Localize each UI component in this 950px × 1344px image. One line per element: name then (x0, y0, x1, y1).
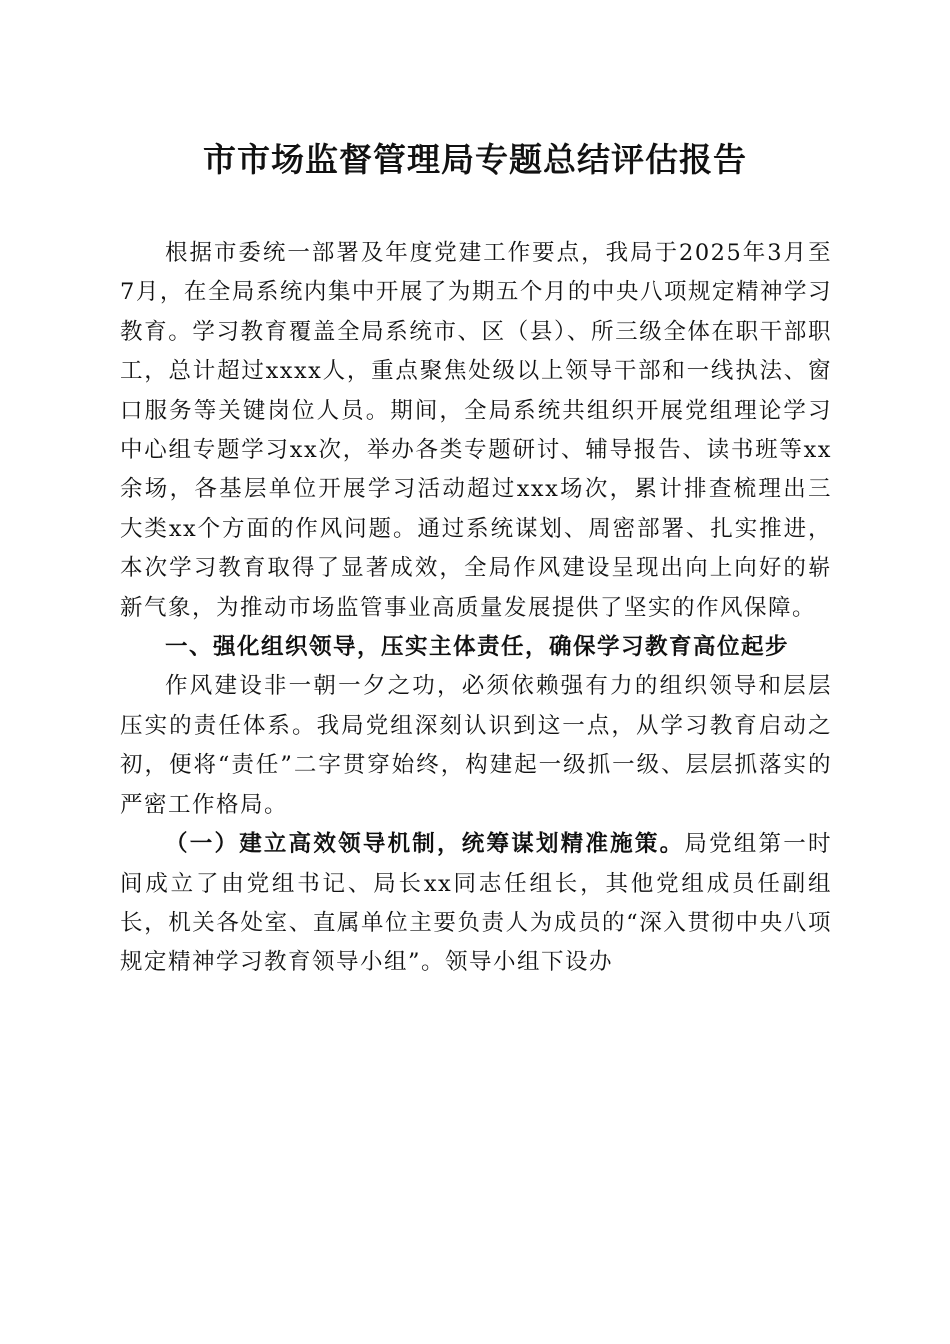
document-title: 市市场监督管理局专题总结评估报告 (203, 140, 747, 179)
subsection-1-text: 局党组第一时间成立了由党组书记、局长xx同志任组长，其他党组成员任副组长，机关各处室、直属单位主要负责人为成员的“深入贯彻中央八项规定精神学习教育领导小组”。领导小组下设办 (120, 831, 832, 976)
subsection-1-heading: （一）建立高效领导机制，统筹谋划精准施策。 (165, 831, 685, 858)
section-1-paragraph: 作风建设非一朝一夕之功，必须依赖强有力的组织领导和层层压实的责任体系。我局党组深刻认识到这一点，从学习教育启动之初，便将“责任”二字贯穿始终，构建起一级抓一级、层层抓落实的严密工作格局。 (120, 673, 832, 818)
intro-paragraph: 根据市委统一部署及年度党建工作要点，我局于2025年3月至7月，在全局系统内集中开展了为期五个月的中央八项规定精神学习教育。学习教育覆盖全局系统市、区（县）、所三级全体在职干部职工，总计超过xxxx人，重点聚焦处级以上领导干部和一线执法、窗口服务等关键岗位人员。期间，全局系统共组织开展党组理论学习中心组专题学习xx次，举办各类专题研讨、辅导报告、读书班等xx余场，各基层单位开展学习活动超过xxx场次，累计排查梳理出三大类xx个方面的作风问题。通过系统谋划、周密部署、扎实推进，本次学习教育取得了显著成效，全局作风建设呈现出向上向好的崭新气象，为推动市场监管事业高质量发展提供了坚实的作风保障。 (120, 240, 832, 621)
document-body (120, 234, 832, 983)
subsection-1-paragraph (120, 825, 832, 983)
section-1-heading: 一、强化组织领导，压实主体责任，确保学习教育高位起步 (165, 634, 790, 661)
